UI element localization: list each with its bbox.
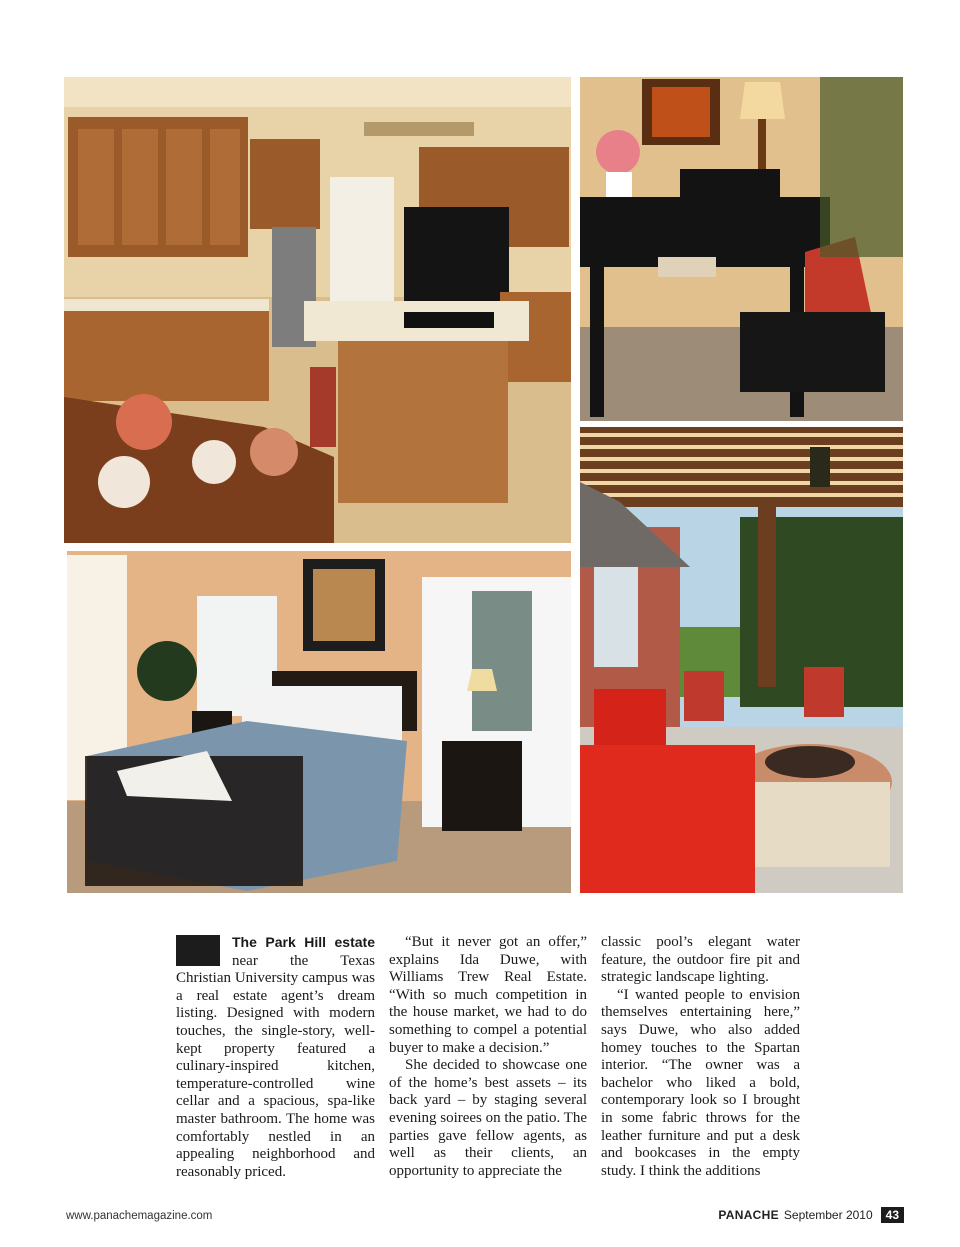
article-column-3 xyxy=(601,934,800,1180)
study-desk-photo xyxy=(580,77,903,421)
page-number: 43 xyxy=(881,1207,904,1223)
column-3-paragraph-2: “I wanted people to envision themselves entertaining here,” says Duwe, who also added homey touches to the Spartan interior. “The owner was a bachelor who liked a bold, contemporary look so I brought in some fabric throws for the leather furniture and put a desk and bookcases in the empty study. I think the additions xyxy=(601,986,800,1179)
bedroom-photo xyxy=(67,551,571,893)
drop-cap-box xyxy=(176,935,220,966)
article-lead-in: The Park Hill estate xyxy=(232,934,375,950)
issue-date: September 2010 xyxy=(783,1208,873,1222)
column-2-paragraph-1: “But it never got an offer,” explains Ida Duwe, with Williams Trew Real Estate. “With so much competition in the house market, we had to do something to compel a potential buyer to make a decision.” xyxy=(389,934,587,1056)
magazine-name: PANACHE xyxy=(718,1208,779,1222)
article-column-2 xyxy=(389,934,587,1180)
column-3-paragraph-1: classic pool’s elegant water feature, the outdoor fire pit and strategic landscape lighting. xyxy=(601,934,800,986)
column-1-text: near the Texas Christian University campus was a real estate agent’s dream listing. Designed with modern touches, the single-story, well-kept property featured a culinary-inspired kitchen, temperature-controlled wine cellar and a spacious, spa-like master bathroom. The home was comfortably nestled in an appealing neighborhood and reasonably priced. xyxy=(176,952,375,1180)
kitchen-photo xyxy=(64,77,571,543)
footer-folio xyxy=(718,1207,904,1223)
patio-firepit-photo xyxy=(580,427,903,893)
column-2-paragraph-2: She decided to showcase one of the home’s best assets – its back yard – by staging several evening soirees on the patio. The parties gave fellow agents, as well as their clients, an opportunity to appreciate the xyxy=(389,1057,588,1179)
footer-url[interactable]: www.panachemagazine.com xyxy=(66,1210,213,1222)
article-column-1 xyxy=(176,934,375,1181)
